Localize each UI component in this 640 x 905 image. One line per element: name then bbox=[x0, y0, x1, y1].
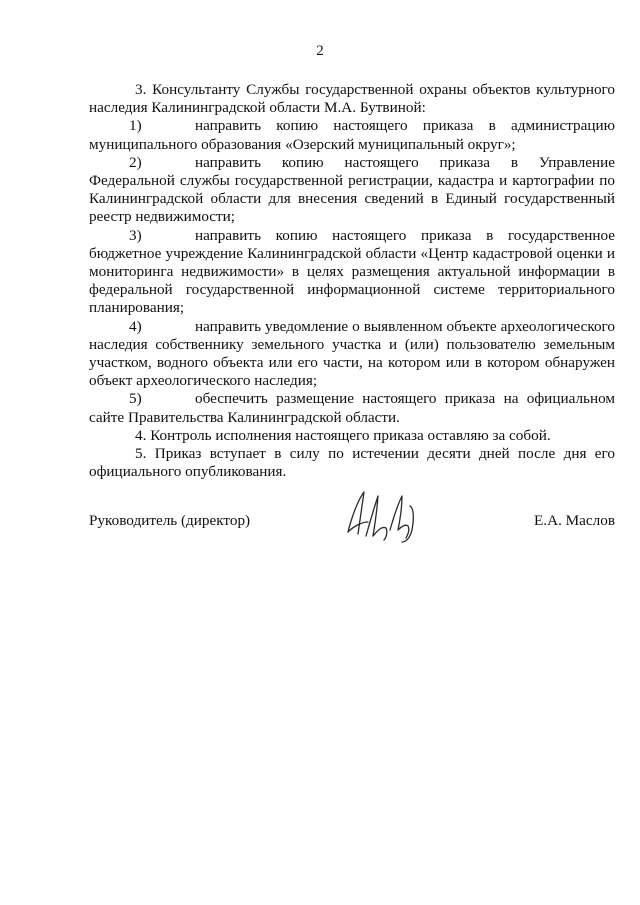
list-item bbox=[89, 117, 615, 153]
list-item-number: 4) bbox=[129, 317, 142, 335]
handwritten-signature bbox=[340, 486, 430, 546]
list-item-number: 3) bbox=[129, 226, 142, 244]
signatory-position: Руководитель (директор) bbox=[89, 512, 251, 529]
paragraph-3-intro: 3. Консультанту Службы государственной охраны объектов культурного наследия Калининградской области М.А. Бутвиной: bbox=[89, 81, 615, 117]
list-item bbox=[89, 227, 615, 318]
list-item-text: направить копию настоящего приказа в администрацию муниципального образования «Озерский муниципальный округ»; bbox=[89, 117, 615, 153]
list-item-number: 5) bbox=[129, 390, 142, 408]
list-item bbox=[89, 318, 615, 391]
list-item bbox=[89, 390, 615, 426]
list-item-text: обеспечить размещение настоящего приказа на официальном сайте Правительства Калининградской области. bbox=[89, 390, 615, 426]
list-item-text: направить копию настоящего приказа в Управление Федеральной службы государственной регистрации, кадастра и картографии по Калининградской области для внесения сведений в Единый государственный реестр недвижимости; bbox=[89, 153, 615, 226]
list-item bbox=[89, 154, 615, 227]
paragraph-5: 5. Приказ вступает в силу по истечении десяти дней после дня его официального опубликования. bbox=[89, 445, 615, 481]
signatory-name: Е.А. Маслов bbox=[534, 512, 615, 529]
list-item-number: 1) bbox=[129, 117, 142, 135]
list-item-text: направить уведомление о выявленном объекте археологического наследия собственнику земельного участка и (или) пользователю земельным участком, водного объекта или его части, на котором или в котором обнаружен объект археологического наследия; bbox=[89, 317, 615, 390]
page-number: 2 bbox=[316, 43, 324, 59]
document-body bbox=[89, 81, 615, 481]
paragraph-4: 4. Контроль исполнения настоящего приказа оставляю за собой. bbox=[135, 426, 551, 444]
list-item-number: 2) bbox=[129, 153, 142, 171]
list-item-text: направить копию настоящего приказа в государственное бюджетное учреждение Калининградской области «Центр кадастровой оценки и мониторинга недвижимости» в целях размещения актуальной информации в федеральной государственной информационной системе территориального планирования; bbox=[89, 226, 615, 317]
